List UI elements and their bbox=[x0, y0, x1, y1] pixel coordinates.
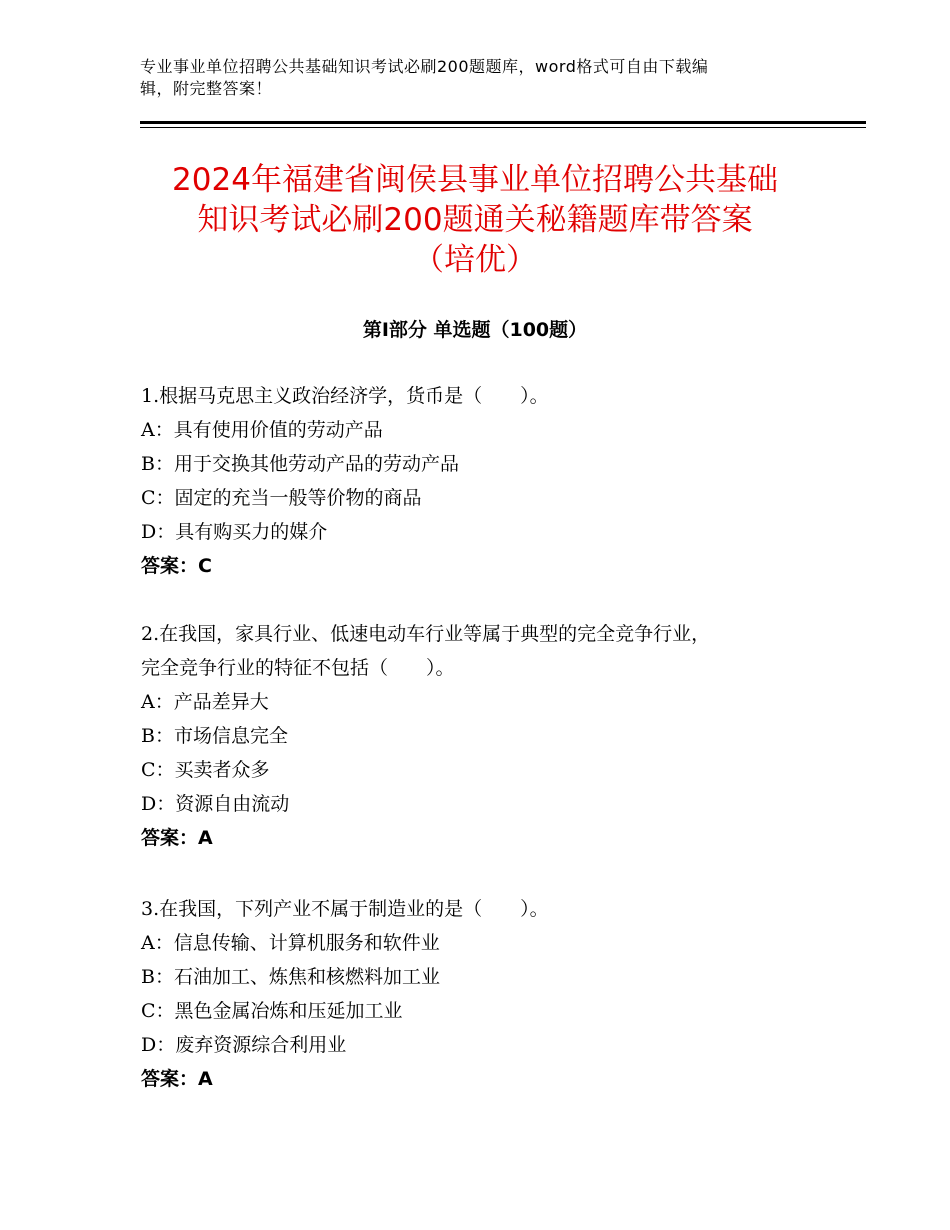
answer: 答案：A bbox=[141, 827, 213, 849]
option-c: C：买卖者众多 bbox=[141, 759, 270, 781]
answer: 答案：A bbox=[141, 1068, 213, 1090]
option-b: B：石油加工、炼焦和核燃料加工业 bbox=[141, 966, 440, 988]
header-rule-thin bbox=[140, 127, 866, 128]
question-stem: 2.在我国，家具行业、低速电动车行业等属于典型的完全竞争行业， bbox=[141, 623, 711, 645]
option-a: A：信息传输、计算机服务和软件业 bbox=[141, 932, 440, 954]
question-1 bbox=[141, 379, 821, 583]
option-b: B：市场信息完全 bbox=[141, 725, 288, 747]
question-stem: 1.根据马克思主义政治经济学，货币是（ ）。 bbox=[141, 385, 549, 407]
option-b: B：用于交换其他劳动产品的劳动产品 bbox=[141, 453, 459, 475]
document-title bbox=[120, 160, 830, 280]
option-c: C：黑色金属冶炼和压延加工业 bbox=[141, 1000, 403, 1022]
option-d: D：资源自由流动 bbox=[141, 793, 290, 815]
option-a: A：具有使用价值的劳动产品 bbox=[141, 419, 383, 441]
header-rule-thick bbox=[140, 121, 866, 124]
header-note-line: 辑，附完整答案！ bbox=[140, 79, 273, 98]
header-note-line: 专业事业单位招聘公共基础知识考试必刷200题题库，word格式可自由下载编 bbox=[140, 57, 709, 76]
title-line: （培优） bbox=[413, 242, 537, 278]
header-note bbox=[140, 56, 800, 100]
question-2 bbox=[141, 617, 821, 855]
option-d: D：具有购买力的媒介 bbox=[141, 521, 328, 543]
answer: 答案：C bbox=[141, 555, 212, 577]
title-line: 知识考试必刷200题通关秘籍题库带答案 bbox=[197, 202, 753, 238]
question-stem: 完全竞争行业的特征不包括（ ）。 bbox=[141, 657, 455, 679]
option-a: A：产品差异大 bbox=[141, 691, 269, 713]
option-d: D：废弃资源综合利用业 bbox=[141, 1034, 347, 1056]
section-heading: 第Ⅰ部分 单选题（100题） bbox=[362, 319, 588, 341]
question-stem: 3.在我国，下列产业不属于制造业的是（ ）。 bbox=[141, 898, 549, 920]
question-3 bbox=[141, 892, 821, 1096]
title-line: 2024年福建省闽侯县事业单位招聘公共基础 bbox=[172, 162, 778, 198]
option-c: C：固定的充当一般等价物的商品 bbox=[141, 487, 422, 509]
